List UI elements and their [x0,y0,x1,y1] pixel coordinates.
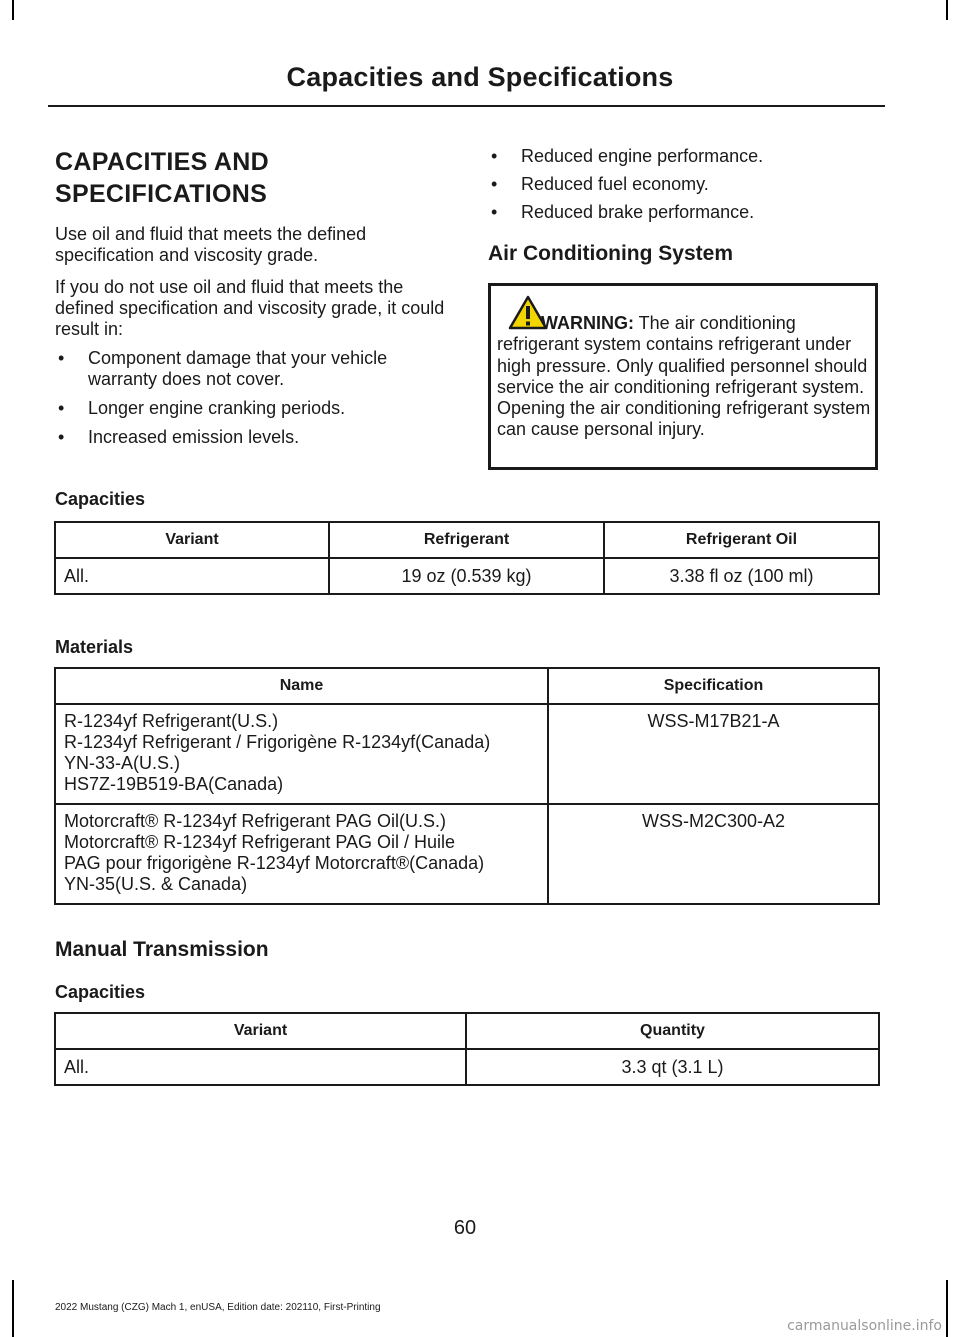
material-name-line: Motorcraft® R-1234yf Refrigerant PAG Oil(U.S.) [64,811,447,831]
consequence-list [55,348,450,448]
column-header: Variant [55,522,329,558]
table-header-row [55,668,879,704]
table-cell [55,804,548,904]
material-name-line: R-1234yf Refrigerant / Frigorigène R-1234yf(Canada) [64,732,491,752]
consequence-paragraph: If you do not use oil and fluid that meets the defined specification and viscosity grade, it could result in: [55,277,445,339]
intro-paragraph: Use oil and fluid that meets the defined specification and viscosity grade. [55,224,367,265]
ac-system-heading: Air Conditioning System [488,242,734,265]
performance-list [488,146,878,223]
list-item: • Longer engine cranking periods. [58,398,346,418]
column-header: Variant [55,1013,466,1049]
materials-table [54,667,880,905]
heading-line-1: CAPACITIES AND [55,148,269,176]
crop-mark-bottom-left [12,1280,14,1337]
heading-line-2: SPECIFICATIONS [55,180,268,208]
table-row [55,558,879,594]
warning-label: WARNING: [541,313,634,333]
mt-capacities-table [54,1012,880,1086]
page-header-title: Capacities and Specifications [286,62,674,92]
edition-footer: 2022 Mustang (CZG) Mach 1, enUSA, Edition date: 202110, First-Printing [55,1302,381,1313]
list-item: • Component damage that your vehicle warranty does not cover. [58,348,388,389]
table-cell: WSS-M2C300-A2 [548,804,879,904]
table-cell [55,704,548,804]
materials-label: Materials [55,637,134,657]
page-number: 60 [453,1217,477,1239]
section-heading [55,146,450,210]
warning-body: The air conditioning refrigerant system contains refrigerant under high pressure. Only qualified personnel should service the air conditioning refrigerant system. Opening the air conditioning refrigerant system can cause personal injury. [497,313,871,440]
list-item: • Reduced engine performance. [491,146,764,166]
crop-mark-top-right [946,0,948,20]
list-item: • Reduced fuel economy. [491,174,709,194]
bullet-icon: • [491,146,498,166]
column-header: Name [55,668,548,704]
table-cell: All. [55,1049,466,1085]
warning-text [497,313,873,441]
table-header-row [55,522,879,558]
site-watermark[interactable]: carmanualsonline.info [787,1318,942,1334]
material-name-line: YN-33-A(U.S.) [64,753,181,773]
ac-capacities-table [54,521,880,595]
table-cell: 19 oz (0.539 kg) [329,558,604,594]
table-cell: WSS-M17B21-A [548,704,879,804]
list-item: • Reduced brake performance. [491,202,755,222]
table-header-row [55,1013,879,1049]
right-column [488,146,878,267]
bullet-icon: • [491,202,498,222]
material-name-line: HS7Z-19B519-BA(Canada) [64,774,284,794]
material-name-line: YN-35(U.S. & Canada) [64,874,248,894]
bullet-icon: • [58,398,65,418]
ac-capacities-label: Capacities [55,489,146,509]
table-row [55,1049,879,1085]
table-cell: 3.3 qt (3.1 L) [466,1049,879,1085]
header-rule [48,105,885,107]
material-name-line: Motorcraft® R-1234yf Refrigerant PAG Oil / Huile [64,832,456,852]
table-cell: All. [55,558,329,594]
column-header: Refrigerant [329,522,604,558]
table-row [55,804,879,904]
list-item: • Increased emission levels. [58,427,300,447]
column-header: Quantity [466,1013,879,1049]
warning-box [488,283,878,470]
mt-capacities-label: Capacities [55,982,146,1002]
bullet-icon: • [491,174,498,194]
manual-transmission-heading: Manual Transmission [55,938,269,961]
crop-mark-bottom-right [946,1280,948,1337]
left-column [55,146,450,456]
table-row [55,704,879,804]
crop-mark-top-left [12,0,14,20]
column-header: Refrigerant Oil [604,522,879,558]
bullet-icon: • [58,427,65,447]
material-name-line: PAG pour frigorigène R-1234yf Motorcraft®(Canada) [64,853,485,873]
table-cell: 3.38 fl oz (100 ml) [604,558,879,594]
bullet-icon: • [58,348,65,368]
column-header: Specification [548,668,879,704]
material-name-line: R-1234yf Refrigerant(U.S.) [64,711,279,731]
